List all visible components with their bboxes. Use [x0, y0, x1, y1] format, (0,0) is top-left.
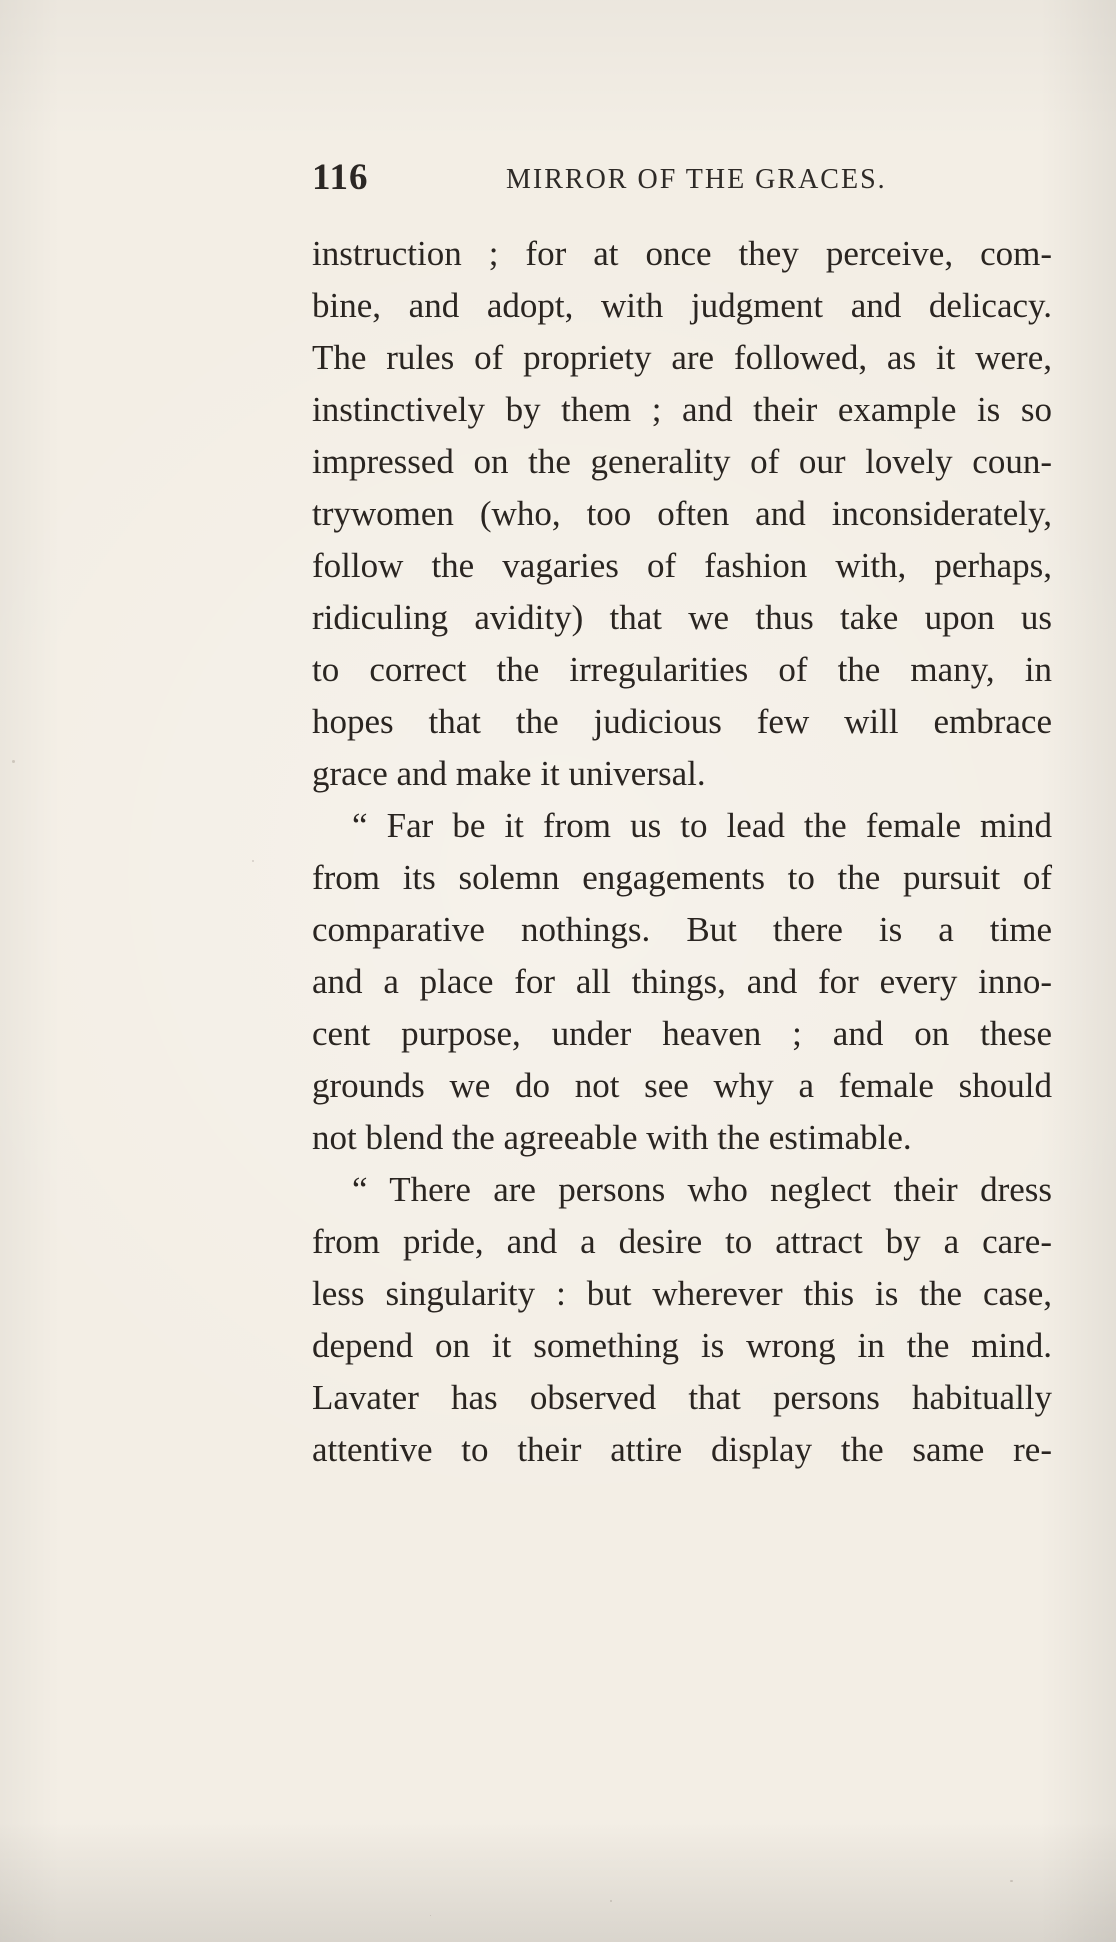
text-line: less singularity : but wherever this is the case, [312, 1274, 1052, 1313]
text-line: from pride, and a desire to attract by a care- [312, 1222, 1052, 1261]
paper-speck [252, 860, 254, 862]
paragraph [312, 800, 1052, 1164]
text-line: ridiculing avidity) that we thus take upon us [312, 598, 1052, 637]
text-line: follow the vagaries of fashion with, perhaps, [312, 546, 1052, 585]
text-line: cent purpose, under heaven ; and on these [312, 1014, 1052, 1053]
text-line: bine, and adopt, with judgment and delicacy. [312, 286, 1052, 325]
text-line: attentive to their attire display the same re- [312, 1430, 1052, 1469]
body-text [312, 228, 1052, 1476]
paper-speck [12, 760, 15, 763]
text-line: “ There are persons who neglect their dress [352, 1170, 1052, 1209]
text-line: depend on it something is wrong in the mind. [312, 1326, 1052, 1365]
text-line: trywomen (who, too often and inconsiderately, [312, 494, 1052, 533]
paragraph [312, 1164, 1052, 1476]
page-number: 116 [312, 157, 369, 198]
text-line: not blend the agreeable with the estimable. [312, 1118, 912, 1157]
running-title: MIRROR OF THE GRACES. [506, 164, 887, 195]
paper-speck [430, 1915, 431, 1916]
paragraph [312, 228, 1052, 800]
text-line: Lavater has observed that persons habitually [312, 1378, 1052, 1417]
text-line: grounds we do not see why a female should [312, 1066, 1052, 1105]
running-head [312, 156, 1072, 204]
page-edge-shadow [0, 1822, 1116, 1942]
text-line: instinctively by them ; and their example is so [312, 390, 1052, 429]
text-line: impressed on the generality of our lovely coun- [312, 442, 1052, 481]
text-line: instruction ; for at once they perceive, com- [312, 234, 1052, 273]
paper-speck [1010, 1880, 1013, 1882]
paper-speck [610, 1900, 612, 1902]
text-line: comparative nothings. But there is a time [312, 910, 1052, 949]
text-line: hopes that the judicious few will embrace [312, 702, 1052, 741]
text-line: grace and make it universal. [312, 754, 706, 793]
text-line: The rules of propriety are followed, as it were, [312, 338, 1052, 377]
text-line: from its solemn engagements to the pursuit of [312, 858, 1052, 897]
text-line: “ Far be it from us to lead the female mind [352, 806, 1052, 845]
text-line: and a place for all things, and for every inno- [312, 962, 1052, 1001]
text-line: to correct the irregularities of the many, in [312, 650, 1052, 689]
